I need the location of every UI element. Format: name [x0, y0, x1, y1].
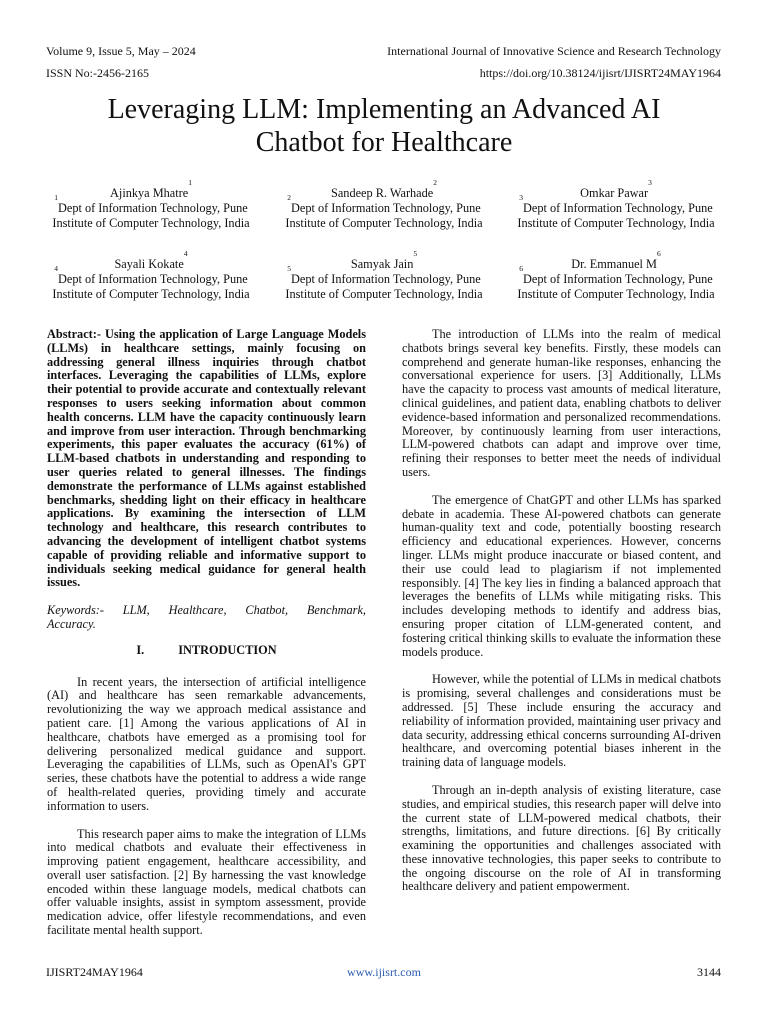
author-name: Sandeep R. Warhade$^2$: [331, 178, 437, 200]
volume-info: Volume 9, Issue 5, May – 2024: [46, 44, 196, 58]
paragraph: In recent years, the intersection of artificial intelligence (AI) and healthcare has seen remarkable advancements, revolutionizing the way we approach medical assistance and patient care. [1] Among the various applications of AI in healthcare, chatbots have emerged as a promising tool for delivering personalized medical guidance and support. Leveraging the capabilities of LLMs, such as OpenAI's GPT series, these chatbots have the potential to address a wide range of health-related queries, providing timely and accurate information to users.: [47, 674, 366, 813]
footer-paper-id: IJISRT24MAY1964: [46, 965, 143, 979]
author-inst: Institute of Computer Technology, India: [517, 287, 715, 301]
author-inst: Institute of Computer Technology, India: [285, 216, 483, 230]
author-name: Dr. Emmanuel $M^6$: [571, 249, 661, 271]
author-dept: $^6$Dept of Information Technology, Pune: [519, 264, 713, 286]
left-column: [47, 328, 366, 938]
section-title: INTRODUCTION: [178, 642, 277, 657]
keywords: Keywords:- LLM, Healthcare, Chatbot, Benchmark, Accuracy.: [47, 603, 366, 631]
doi-link[interactable]: https://doi.org/10.38124/ijisrt/IJISRT24MAY1964: [479, 66, 721, 80]
author-dept: $^4$Dept of Information Technology, Pune: [54, 264, 248, 286]
footer-website-link[interactable]: www.ijisrt.com: [347, 965, 421, 979]
author-name: Sayali Kokate$^4$: [114, 249, 188, 271]
author-block: [500, 178, 732, 231]
author-block: [268, 249, 500, 302]
page-number: 3144: [697, 965, 721, 979]
paragraph: This research paper aims to make the integration of LLMs into medical chatbots and evaluate their effectiveness in improving patient engagement, healthcare accessibility, and overall user satisfaction. [2] By harnessing the vast knowledge encoded within these language models, medical chatbots can offer valuable insights, assist in symptom assessment, provide medication advice, offer lifestyle recommendations, and even facilitate mental health support.: [47, 826, 366, 938]
author-block: [35, 249, 267, 302]
author-block: [268, 178, 500, 231]
issn: ISSN No:-2456-2165: [46, 66, 150, 80]
section-heading: [47, 644, 366, 658]
author-inst: Institute of Computer Technology, India: [285, 287, 483, 301]
author-dept: $^5$Dept of Information Technology, Pune: [287, 264, 481, 286]
author-inst: Institute of Computer Technology, India: [517, 216, 715, 230]
author-dept: $^1$Dept of Information Technology, Pune: [54, 193, 248, 215]
author-inst: Institute of Computer Technology, India: [52, 216, 250, 230]
author-block: [35, 178, 267, 231]
paper-title: [40, 93, 728, 159]
paragraph: The emergence of ChatGPT and other LLMs has sparked debate in academia. These AI-powered chatbots can generate human-quality text and code, potentially boosting research efficiency and educational experiences. However, concerns linger. LLMs might produce inaccurate or biased content, and their use could lead to plagiarism if not implemented responsibly. [4] The key lies in finding a balanced approach that leverages the benefits of LLMs while mitigating risks. This includes developing methods to identify and address bias, ensuring proper citation of LLM-generated content, and fostering critical thinking skills to evaluate the information these models produce.: [402, 492, 721, 659]
paragraph: Through an in-depth analysis of existing literature, case studies, and empirical studies, this research paper will delve into the current state of LLM-powered medical chatbots, their strengths, limitations, and future directions. [6] By critically examining the opportunities and challenges associated with these innovative technologies, this paper seeks to contribute to the ongoing discourse on the role of AI in transforming healthcare delivery and patient empowerment.: [402, 782, 721, 894]
author-dept: $^2$Dept of Information Technology, Pune: [287, 193, 481, 215]
author-block: [500, 249, 732, 302]
author-name: Omkar Pawar$^3$: [580, 178, 652, 200]
paragraph: However, while the potential of LLMs in medical chatbots is promising, several challenges and considerations must be addressed. [5] These include ensuring the accuracy and reliability of information provided, maintaining user privacy and data security, addressing ethical concerns surrounding AI-driven healthcare, and overcoming potential biases inherent in the training data of language models.: [402, 672, 721, 770]
journal-name: International Journal of Innovative Science and Research Technology: [387, 44, 721, 58]
right-column: [402, 328, 721, 894]
author-inst: Institute of Computer Technology, India: [52, 287, 250, 301]
author-dept: $^3$Dept of Information Technology, Pune: [519, 193, 713, 215]
title-line-2: Chatbot for Healthcare: [255, 127, 513, 158]
title-line-1: Leveraging LLM: Implementing an Advanced AI: [107, 94, 661, 125]
abstract: Abstract:- Using the application of Large Language Models (LLMs) in healthcare settings, mainly focusing on addressing general illness inquiries through chatbot interfaces. Leveraging the capabilities of LLMs, explore their potential to provide accurate and contextually relevant responses to users seeking information about common health concerns. LLM have the capacity continuously learn and improve from user interaction. Through benchmarking experiments, this paper evaluates the accuracy (61%) of LLM-based chatbots in understanding and responding to user queries related to general illnesses. The findings demonstrate the performance of LLMs against established benchmarks, shedding light on their efficacy in healthcare applications. By examining the intersection of LLM technology and healthcare, this research contributes to advancing the development of intelligent chatbot systems capable of providing reliable and informative support to individuals seeking medical guidance for general health issues.: [47, 327, 366, 590]
author-name: Ajinkya Mhatre$^1$: [110, 178, 192, 200]
section-number: I.: [136, 642, 145, 657]
paragraph: The introduction of LLMs into the realm of medical chatbots brings several key benefits. Firstly, these models can comprehend and generate human-like responses, enhancing the conversational experience for users. [3] Additionally, LLMs have the capacity to process vast amounts of medical literature, clinical guidelines, and patient data, enabling chatbots to deliver evidence-based information and personalized recommendations. Moreover, by continuously learning from user interactions, LLM-powered chatbots can adapt and improve over time, refining their responses to better meet the needs of individual users.: [402, 327, 721, 479]
author-name: Samyak Jain$^5$: [350, 249, 418, 271]
